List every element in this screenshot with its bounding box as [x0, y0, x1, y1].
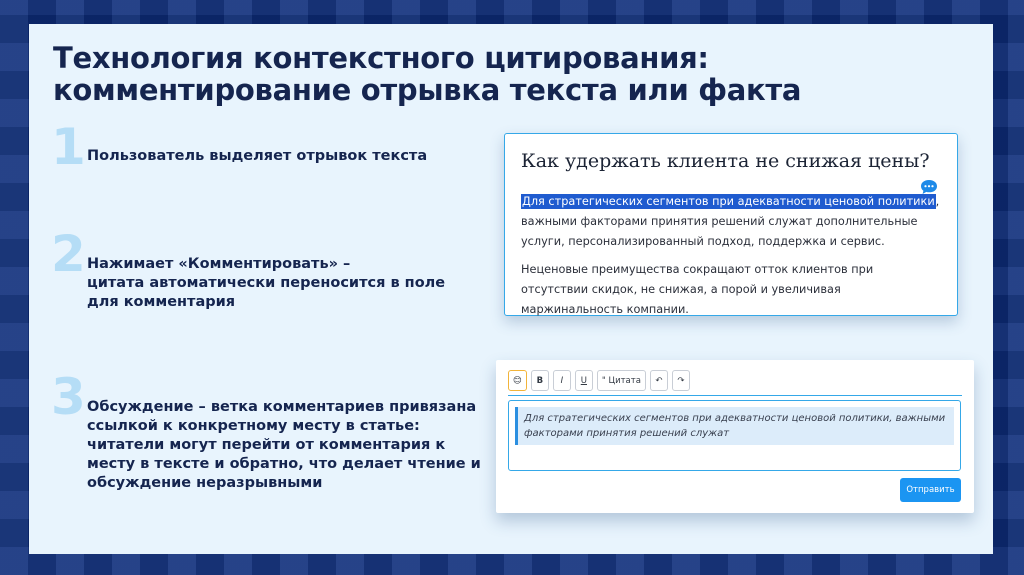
send-button[interactable]: Отправить: [900, 478, 961, 502]
step-3-line: ссылкой к конкретному месту в статье:: [87, 418, 420, 434]
slide-title-line1: Технология контекстного цитирования:: [53, 41, 709, 75]
slide-title-line2: комментирование отрывка текста или факта: [53, 73, 802, 107]
quote-button[interactable]: " Цитата: [597, 370, 646, 391]
comment-editor: [496, 360, 974, 513]
step-3-line: месту в тексте и обратно, что делает чтение и: [87, 456, 481, 472]
comment-input[interactable]: [508, 400, 961, 471]
emoji-button[interactable]: 😊: [508, 370, 527, 391]
step-2-text: [87, 255, 445, 312]
step-1-text: Пользователь выделяет отрывок текста: [87, 148, 428, 164]
quoted-text: Для стратегических сегментов при адекватности ценовой политики, важными факторами принятия решений служат: [515, 407, 954, 445]
italic-button[interactable]: I: [553, 370, 571, 391]
step-3-line: Обсуждение – ветка комментариев привязана: [87, 399, 477, 415]
redo-button[interactable]: ↷: [672, 370, 690, 391]
step-3-line: обсуждение неразрывными: [87, 475, 323, 491]
step-3-text: [87, 398, 481, 493]
step-2-line: для комментария: [87, 294, 236, 310]
step-3-number: 3: [51, 368, 86, 426]
paragraph-1-rest: , важными факторами принятия решений служат дополнительные услуги, персонализированный подход, поддержка и сервис.: [521, 195, 940, 248]
step-1-number: 1: [51, 118, 86, 176]
article-paragraph-1[interactable]: [521, 192, 941, 252]
highlighted-selection[interactable]: Для стратегических сегментов при адекватности ценовой политики: [522, 195, 935, 208]
bold-button[interactable]: B: [531, 370, 549, 391]
step-2-number: 2: [51, 225, 86, 283]
step-2-line: цитата автоматически переносится в поле: [87, 275, 446, 291]
article-paragraph-2: Неценовые преимущества сокращают отток клиентов при отсутствии скидок, не снижая, а порой и увеличивая маржинальность компании.: [521, 263, 874, 316]
step-2-line: Нажимает «Комментировать» –: [87, 256, 351, 272]
editor-toolbar: [508, 370, 690, 391]
article-title: Как удержать клиента не снижая цены?: [521, 150, 930, 172]
toolbar-divider: [508, 395, 962, 396]
speech-bubble-icon[interactable]: [920, 179, 938, 195]
underline-button[interactable]: U: [575, 370, 593, 391]
article-card: [504, 133, 958, 316]
undo-button[interactable]: ↶: [650, 370, 668, 391]
step-3-line: читатели могут перейти от комментария к: [87, 437, 446, 453]
slide-title: [53, 42, 953, 106]
slide: [29, 24, 993, 554]
